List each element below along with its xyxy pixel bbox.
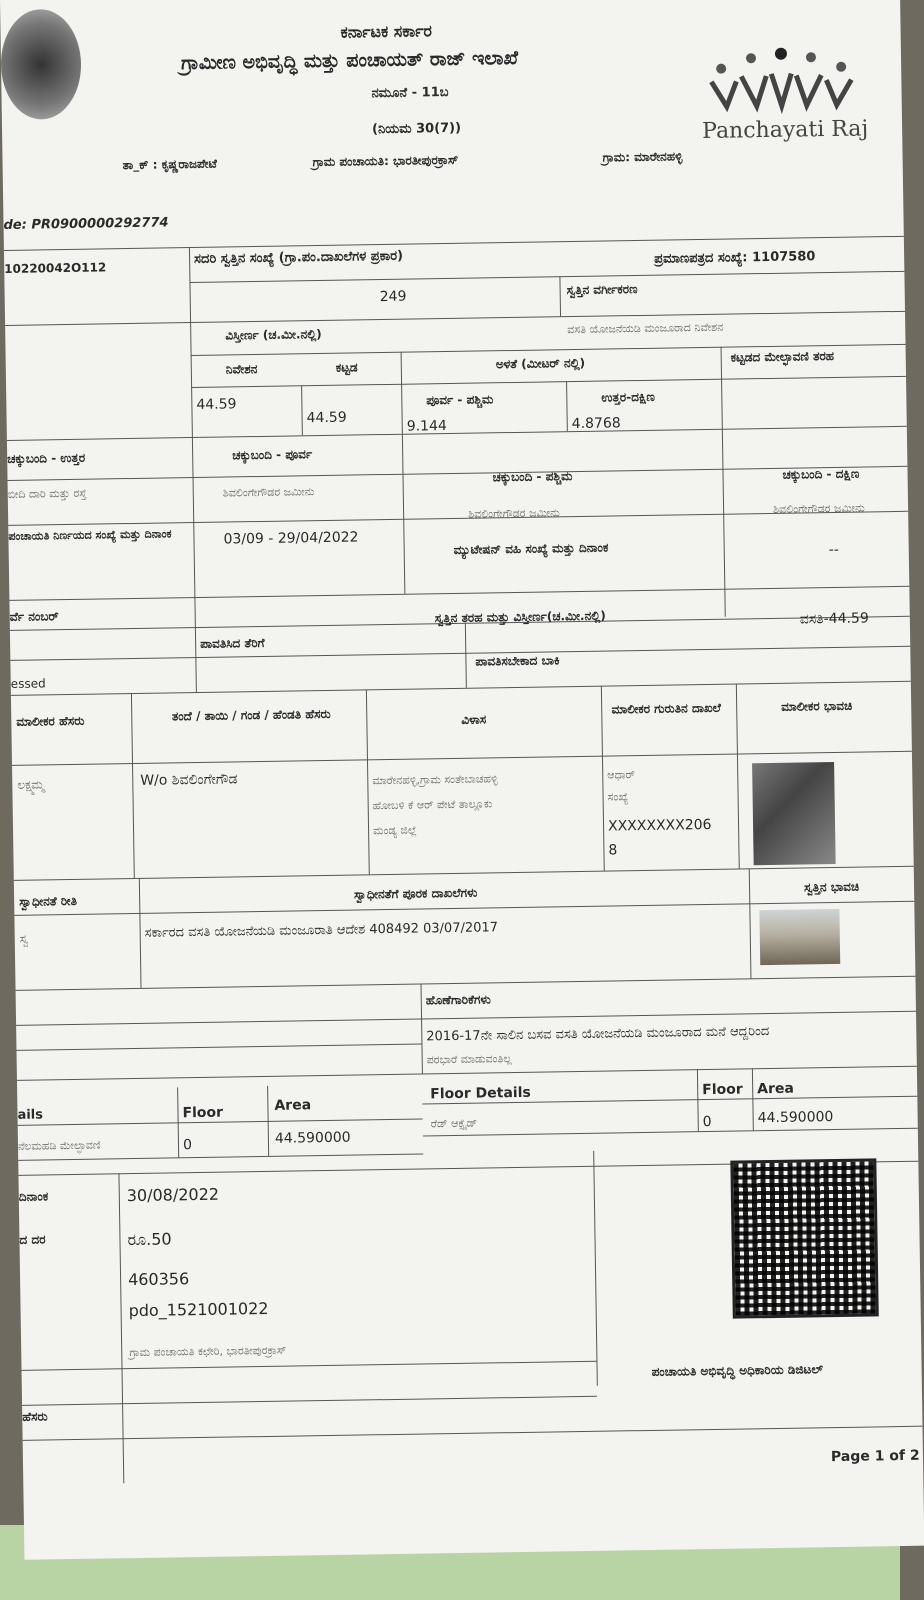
rule xyxy=(423,1128,918,1137)
rule xyxy=(5,311,905,326)
rule xyxy=(8,466,908,481)
floors-right-header-details: Floor Details xyxy=(430,1084,531,1103)
govt-title: ಕರ್ನಾಟಕ ಸರ್ಕಾರ xyxy=(340,21,433,42)
owner-id-label: ಮಾಲೀಕರ ಗುರುತಿನ ದಾಖಲೆ xyxy=(611,700,721,717)
rule xyxy=(749,868,752,978)
rule xyxy=(191,376,906,388)
type-area: ವಸತಿ-44.59 xyxy=(799,610,869,628)
rule xyxy=(189,247,197,692)
receipt-number: 460356 xyxy=(127,1269,190,1290)
floors-left-header-details: ails xyxy=(17,1107,44,1123)
qr-code xyxy=(730,1158,878,1318)
rule xyxy=(17,1066,917,1081)
rule xyxy=(721,347,726,617)
rule-number: (ನಿಯಮ 30(7)) xyxy=(371,120,462,138)
floors-left-floor: 0 xyxy=(182,1137,193,1154)
rule xyxy=(16,1011,916,1026)
gram-panchayat: ಗ್ರಾಮ ಪಂಚಾಯತಿ: ಭಾರತೀಪುರಕ್ರಾಸ್ xyxy=(312,152,459,170)
rule xyxy=(9,586,909,601)
east-boundary: ಶಿವಲಿಂಗೇಗೌಡರ ಜಮೀನು xyxy=(222,485,315,500)
rule xyxy=(593,1151,598,1386)
floors-right-area: 44.590000 xyxy=(757,1109,834,1127)
possession-method-label: ಸ್ವಾಧೀನತೆ ರೀತಿ xyxy=(19,893,78,909)
rule xyxy=(10,646,910,661)
rule xyxy=(601,686,605,871)
rule xyxy=(301,385,303,435)
village: ಗ್ರಾಮ: ಮಾರೇನಹಳ್ಳಿ xyxy=(602,149,683,165)
rule xyxy=(18,1153,423,1160)
rule xyxy=(189,271,904,283)
rule xyxy=(566,381,568,431)
liabilities-label: ಹೊಣೆಗಾರಿಕೆಗಳು xyxy=(425,992,491,1008)
dept-title: ಗ್ರಾಮೀಣ ಅಭಿವೃದ್ಧಿ ಮತ್ತು ಪಂಚಾಯತ್ ರಾಜ್ ಇಲಾಖೆ xyxy=(180,46,519,75)
address-label: ವಿಳಾಸ xyxy=(461,712,487,727)
fee: ರೂ.50 xyxy=(127,1229,172,1250)
owner-photo xyxy=(752,762,836,865)
north-boundary-label: ಚಕ್ಕುಬಂದಿ - ಉತ್ತರ xyxy=(7,450,86,466)
rule xyxy=(697,1069,699,1131)
roof-label: ಕಟ್ಟಡದ ಮೇಲ್ಛಾವಣಿ ತರಹ xyxy=(730,348,835,365)
floors-right-header-floor: Floor xyxy=(702,1081,743,1099)
resolution: 03/09 - 29/04/2022 xyxy=(223,529,359,548)
north-south: 4.8768 xyxy=(571,415,621,433)
type-area-label: ಸ್ವತ್ತಿನ ತರಹ ಮತ್ತು ವಿಸ್ತೀರ್ಣ(ಚ.ಮೀ.ನಲ್ಲಿ) xyxy=(434,608,606,626)
panchayati-raj-logo-icon xyxy=(701,44,862,117)
north-boundary: ಬೀದಿ ದಾರಿ ಮತ್ತು ರಸ್ತೆ xyxy=(7,486,87,501)
page-number: Page 1 of 2 xyxy=(830,1447,920,1466)
survey-label: ರ್ವೆ ನಂಬರ್ xyxy=(9,609,59,624)
owner-name: ಲಕ್ಷ್ಮಮ್ಮ xyxy=(17,777,45,792)
liabilities-line-1: 2016-17ನೇ ಸಾಲಿನ ಬಸವ ವಸತಿ ಯೋಜನೆಯಡಿ ಮಂಜೂರಾದ ಮನೆ ಆದ್ದರಿಂದ xyxy=(426,1024,770,1045)
south-boundary: ಶಿವಲಿಂಗೇಗೌಡರ ಜಮೀನು xyxy=(772,501,865,516)
rule xyxy=(465,623,467,688)
issuer-user: pdo_1521001022 xyxy=(128,1298,269,1321)
rule xyxy=(118,1173,124,1483)
mutation: -- xyxy=(828,541,839,559)
address-line-1: ಮಾರೇನಹಳ್ಳಿ,ಗ್ರಾಮ ಸಂತೇಬಾಚಹಳ್ಳಿ xyxy=(372,772,498,788)
liabilities-line-2: ಪರಭಾರೆ ಮಾಡುವಂತಿಲ್ಲ xyxy=(426,1052,512,1067)
rule xyxy=(131,693,135,878)
north-south-label: ಉತ್ತರ-ದಕ್ಷಿಣ xyxy=(601,389,655,405)
owner-id-label-2: ಸಂಖ್ಯೆ xyxy=(607,790,629,804)
relation: W/o ಶಿವಲಿಂಗೇಗೌಡ xyxy=(140,771,238,789)
rule xyxy=(16,1044,421,1051)
possession-method: ಸ್ವ xyxy=(19,931,29,946)
rule xyxy=(23,1426,923,1441)
possession-docs-label: ಸ್ವಾಧೀನತೆಗೆ ಪೂರಕ ದಾಖಲೆಗಳು xyxy=(353,885,478,902)
owner-name-label: ಮಾಲೀಕರ ಹೆಸರು xyxy=(16,713,85,729)
building-area: 44.59 xyxy=(306,409,347,427)
south-boundary-label: ಚಕ್ಕುಬಂದಿ - ದಕ್ಷಿಣ xyxy=(782,466,860,482)
address-line-2: ಹೋಬಳಿ ಕೆ ಆರ್ ಪೇಟೆ ತಾಲ್ಲೂಕು xyxy=(372,797,493,813)
address-line-3: ಮಂಡ್ಯ ಜಿಲ್ಲೆ xyxy=(372,823,417,838)
rule xyxy=(11,681,911,696)
tax-due-label: ಪಾವತಿಸಬೇಕಾದ ಬಾಕಿ xyxy=(475,653,560,669)
name-label: ಹೆಸರು xyxy=(22,1409,48,1424)
signature-label: ಪಂಚಾಯತಿ ಅಭಿವೃದ್ಧಿ ಅಧಿಕಾರಿಯ ಡಿಜಿಟಲ್ xyxy=(651,1362,824,1379)
property-id: 10220042O112 xyxy=(4,260,107,276)
possession-docs: ಸರ್ಕಾರದ ವಸತಿ ಯೋಜನೆಯಡಿ ಮಂಜೂರಾತಿ ಆದೇಶ 408492 03/07/2017 xyxy=(144,920,499,941)
rule xyxy=(14,866,914,881)
taluk: ತಾ_ಕ್ : ಕೃಷ್ಣರಾಜಪೇಟೆ xyxy=(122,156,218,173)
property-number: 249 xyxy=(379,288,407,306)
form-number: ನಮೂನೆ - 11ಬ xyxy=(371,84,449,102)
east-west: 9.144 xyxy=(406,418,447,435)
rule xyxy=(22,1396,597,1406)
dimension-label: ಅಳತೆ (ಮೀಟರ್ ನಲ್ಲಿ) xyxy=(495,355,586,372)
tax-paid-label: ಪಾವತಿಸಿದ ತೆರಿಗೆ xyxy=(200,635,265,651)
area-label: ವಿಸ್ತೀರ್ಣ (ಚ.ಮೀ.ನಲ್ಲಿ) xyxy=(225,326,322,343)
property-photo-label: ಸ್ವತ್ತಿನ ಭಾವಚಿ xyxy=(803,879,860,895)
site-label: ನಿವೇಶನ xyxy=(225,362,258,377)
date-label: ದಿನಾಂಕ xyxy=(18,1189,49,1204)
fee-label: ದ ದರ xyxy=(19,1232,46,1247)
form-code: de: PR0900000292774 xyxy=(3,215,169,233)
floors-left-header-area: Area xyxy=(274,1097,312,1114)
east-west-label: ಪೂರ್ವ - ಪಶ್ಚಿಮ xyxy=(426,392,494,408)
logo-text: Panchayati Raj xyxy=(701,116,869,144)
certificate-number: ಪ್ರಮಾಣಪತ್ರದ ಸಂಖ್ಯೆ: 1107580 xyxy=(654,249,816,267)
rule xyxy=(366,689,370,874)
relation-label: ತಂದೆ / ತಾಯಿ / ಗಂಡ / ಹೆಂಡತಿ ಹೆಸರು xyxy=(171,706,331,724)
resolution-label: ಪಂಚಾಯತಿ ನಿರ್ಣಯದ ಸಂಖ್ಯೆ ಮತ್ತು ದಿನಾಂಕ xyxy=(8,527,172,543)
floors-left-roof: ನೆಲಮಹಡಿ ಮೇಲ್ಛಾವಣಿ xyxy=(17,1138,101,1153)
owner-id-type: ಆಧಾರ್ xyxy=(607,768,635,782)
issue-date: 30/08/2022 xyxy=(126,1184,220,1206)
rule xyxy=(559,276,561,316)
floors-left-area: 44.590000 xyxy=(274,1129,351,1147)
classification-label: ಸ್ವತ್ತಿನ ವರ್ಗೀಕರಣ xyxy=(566,282,638,298)
aadhaar-number: XXXXXXXX206 xyxy=(607,816,712,835)
assessed-label: essed xyxy=(10,676,46,691)
west-boundary-label: ಚಕ್ಕುಬಂದಿ - ಪಶ್ಚಿಮ xyxy=(492,469,573,485)
building-label: ಕಟ್ಟಡ xyxy=(335,360,358,375)
floors-right-floor: 0 xyxy=(702,1113,712,1131)
state-emblem-icon xyxy=(0,9,82,120)
rule xyxy=(16,976,916,991)
rule xyxy=(139,878,142,988)
rule xyxy=(736,684,740,869)
rule xyxy=(22,1361,597,1371)
rule xyxy=(421,984,423,1074)
aadhaar-number-tail: 8 xyxy=(608,842,618,859)
floors-right-header-area: Area xyxy=(757,1080,795,1098)
east-boundary-label: ಚಕ್ಕುಬಂದಿ - ಪೂರ್ವ xyxy=(232,447,313,463)
property-number-label: ಸದರಿ ಸ್ವತ್ತಿನ ಸಂಖ್ಯೆ (ಗ್ರಾ.ಪಂ.ದಾಖಲೆಗಳ ಪ್ರಕಾರ) xyxy=(193,248,404,267)
classification: ವಸತಿ ಯೋಜನೆಯಡಿ ಮಂಜೂರಾದ ನಿವೇಶನ xyxy=(567,320,724,337)
property-photo xyxy=(759,909,840,965)
issuing-office: ಗ್ರಾಮ ಪಂಚಾಯತಿ ಕಛೇರಿ, ಭಾರತೀಪುರಕ್ರಾಸ್ xyxy=(129,1343,287,1360)
site-area: 44.59 xyxy=(196,396,237,413)
west-boundary: ಶಿವಲಿಂಗೇಗೌಡರ ಜಮೀನು xyxy=(468,506,560,521)
owner-photo-label: ಮಾಲೀಕರ ಭಾವಚಿ xyxy=(781,698,853,714)
rule xyxy=(7,426,907,441)
floors-left-header-floor: Floor xyxy=(182,1104,224,1122)
rule xyxy=(4,236,904,251)
mutation-label: ಮ್ಯುಟೇಷನ್ ವಹಿ ಸಂಖ್ಯೆ ಮತ್ತು ದಿನಾಂಕ xyxy=(453,540,609,557)
floors-right-type: ರೆಡ್ ಆಕ್ಸೈಡ್ xyxy=(430,1116,478,1131)
